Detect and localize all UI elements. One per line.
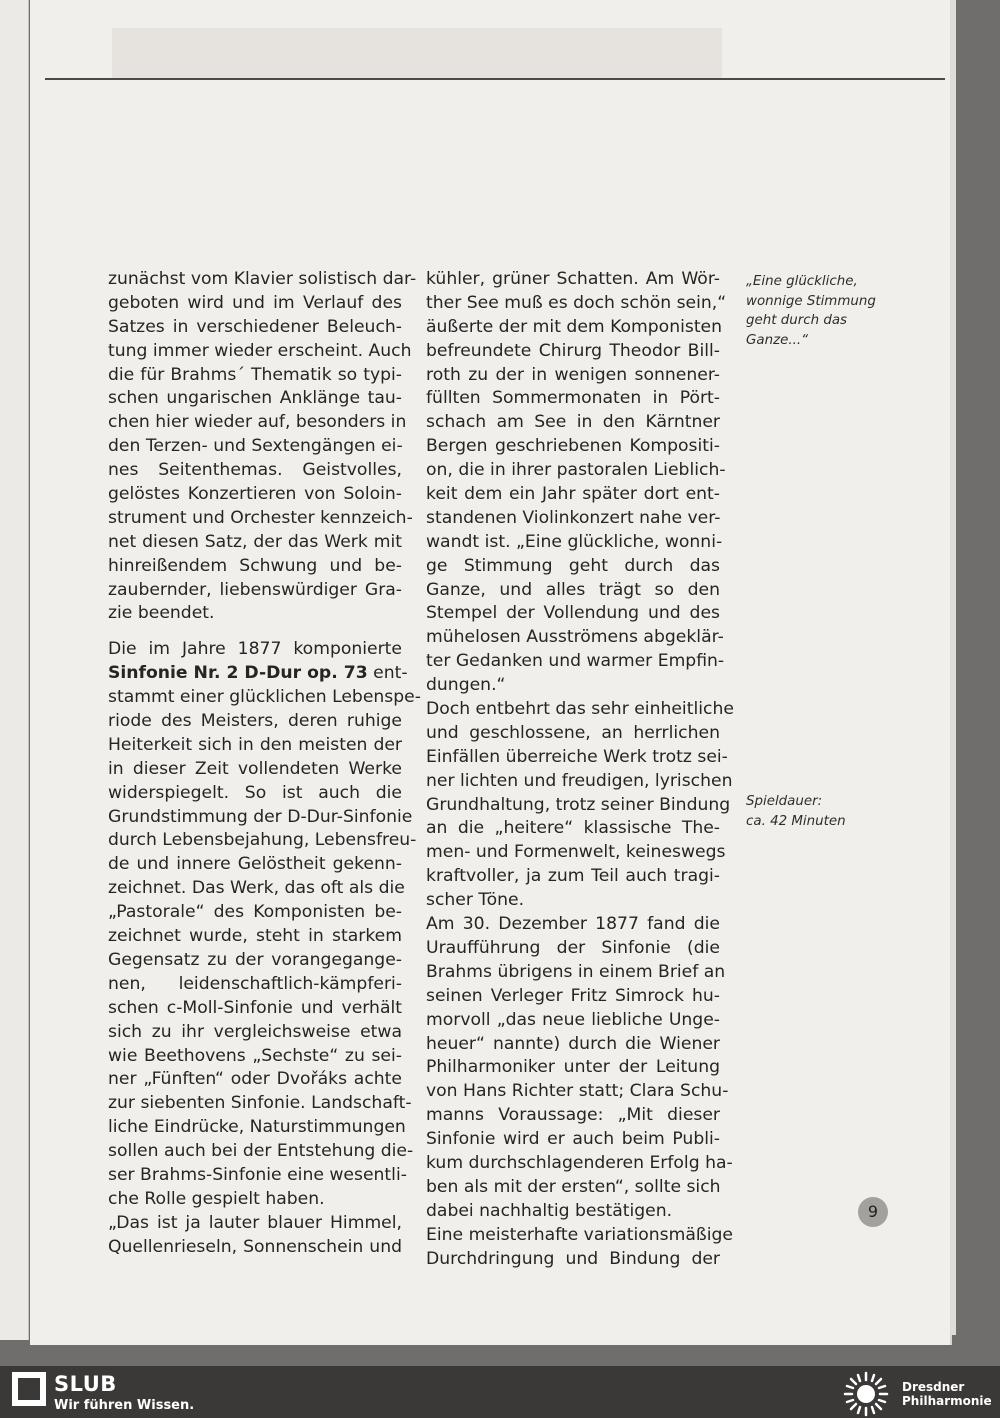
work-title: Sinfonie Nr. 2 D-Dur op. 73 <box>108 663 368 684</box>
text-line-bold-title <box>108 662 408 686</box>
text-line: chen hier wieder auf, besonders in <box>108 412 407 433</box>
text-line: äußerte der mit dem Komponisten <box>426 316 723 337</box>
margin-quote <box>746 272 926 350</box>
text-line: Satzes in verschiedener Beleuch- <box>108 316 402 337</box>
text-line: dungen.“ <box>426 675 506 696</box>
text-line: Gegensatz zu der vorangegange- <box>108 949 402 970</box>
text-line: keit dem ein Jahr später dort ent- <box>426 484 720 505</box>
text-line: zeichnet wurde, steht in starkem <box>108 926 402 947</box>
margin-duration <box>746 792 926 831</box>
text-line: sollen auch bei der Entstehung die- <box>108 1141 414 1162</box>
text-line: Ganze, und alles trägt so den <box>426 579 720 600</box>
text-line: manns Voraussage: „Mit dieser <box>426 1105 720 1126</box>
text-line: riode des Meisters, deren ruhige <box>108 711 402 732</box>
margin-line: Ganze...“ <box>746 332 809 348</box>
text-line: die für Brahms´ Thematik so typi- <box>108 364 402 385</box>
previous-page-edge <box>0 0 29 1340</box>
text-line: kum durchschlagenderen Erfolg ha- <box>426 1152 733 1173</box>
slub-name: SLUB <box>54 1372 117 1396</box>
text-line: von Hans Richter statt; Clara Schu- <box>426 1081 729 1102</box>
text-line: schen ungarischen Anklänge tau- <box>108 388 402 409</box>
text-line: ner „Fünften“ oder Dvořáks achte <box>108 1069 402 1090</box>
text-column-left <box>108 268 421 1260</box>
margin-line: ca. 42 Minuten <box>746 813 846 829</box>
text-line: zaubernder, liebenswürdiger Gra- <box>108 579 402 600</box>
text-line: Doch entbehrt das sehr einheitliche <box>426 699 734 720</box>
text-line: geboten wird und im Verlauf des <box>108 292 402 313</box>
text-line: ther See muß es doch schön sein,“ <box>426 292 727 313</box>
text-line: ter Gedanken und warmer Empfin- <box>426 651 725 672</box>
text-line: wandt ist. „Eine glückliche, wonni- <box>426 531 723 552</box>
text-line: füllten Sommermonaten in Pört- <box>426 388 720 409</box>
text-line: heuer“ nannte) durch die Wiener <box>426 1033 720 1054</box>
text-line: de und innere Gelöstheit gekenn- <box>108 854 402 875</box>
text-line: zie beendet. <box>108 603 215 624</box>
text-line: ser Brahms-Sinfonie eine wesentli- <box>108 1164 407 1185</box>
page-edge <box>950 0 956 1335</box>
text-line: tung immer wieder erscheint. Auch <box>108 340 412 361</box>
text-line: Uraufführung der Sinfonie (die <box>426 937 720 958</box>
text-line: sich zu ihr vergleichsweise etwa <box>108 1021 402 1042</box>
text-line: morvoll „das neue liebliche Unge- <box>426 1009 720 1030</box>
text-line: scher Töne. <box>426 890 525 911</box>
text-column-right <box>426 268 734 1271</box>
text-line: gelöstes Konzertieren von Soloin- <box>108 484 402 505</box>
text-line: strument und Orchester kennzeich- <box>108 507 413 528</box>
text-line: Quellenrieseln, Sonnenschein und <box>108 1236 402 1257</box>
text-line: Durchdringung und Bindung der <box>426 1248 720 1269</box>
text-line: Brahms übrigens in einem Brief an <box>426 961 726 982</box>
text-line: an die „heitere“ klassische The- <box>426 818 720 839</box>
text-line: Philharmoniker unter der Leitung <box>426 1057 720 1078</box>
text-line: schen c-Moll-Sinfonie und verhält <box>108 997 402 1018</box>
text-line: zunächst vom Klavier solistisch dar- <box>108 269 417 289</box>
text-line: widerspiegelt. So ist auch die <box>108 782 402 803</box>
text-line: Die im Jahre 1877 komponierte <box>108 639 402 660</box>
text-line: standenen Violinkonzert nahe ver- <box>426 507 721 528</box>
page-number: 9 <box>858 1197 888 1227</box>
text-line: Stempel der Vollendung und des <box>426 603 720 624</box>
text-line: kühler, grüner Schatten. Am Wör- <box>426 269 720 289</box>
text-line: Sinfonie wird er auch beim Publi- <box>426 1129 720 1150</box>
text-line: hinreißendem Schwung und be- <box>108 555 402 576</box>
text-line: Heiterkeit sich in den meisten der <box>108 734 402 755</box>
slub-logo-icon <box>12 1372 46 1406</box>
margin-line: „Eine glückliche, <box>746 274 858 289</box>
text-line: on, die in ihrer pastoralen Lieblich- <box>426 460 726 481</box>
paragraph-gap <box>108 626 402 638</box>
text-line: roth zu der in wenigen sonnener- <box>426 364 720 385</box>
text-line: in dieser Zeit vollendeten Werke <box>108 758 402 779</box>
text-line: nen, leidenschaftlich-kämpferi- <box>108 973 402 994</box>
margin-line: Spieldauer: <box>746 794 823 809</box>
dp-name-line-2: Philharmonie <box>902 1394 992 1408</box>
text-line: ner lichten und freudigen, lyrischen <box>426 770 733 791</box>
text-line: durch Lebensbejahung, Lebensfreu- <box>108 830 417 851</box>
text-line: „Das ist ja lauter blauer Himmel, <box>108 1212 402 1233</box>
text-line: den Terzen- und Sextengängen ei- <box>108 436 403 457</box>
text-line: ben als mit der ersten“, sollte sich <box>426 1176 721 1197</box>
text-line: „Pastorale“ des Komponisten be- <box>108 902 402 923</box>
text-line: kraftvoller, ja zum Teil auch tragi- <box>426 866 720 887</box>
text-line: mühelosen Ausströmens abgeklär- <box>426 627 724 648</box>
text-line: und geschlossene, an herrlichen <box>426 722 720 743</box>
text-line: befreundete Chirurg Theodor Bill- <box>426 340 720 361</box>
text-line: wie Beethovens „Sechste“ zu sei- <box>108 1045 402 1066</box>
text-line: schach am See in den Kärntner <box>426 412 720 433</box>
dresdner-philharmonie-name <box>902 1380 992 1408</box>
text-line: Einfällen überreiche Werk trotz sei- <box>426 746 728 767</box>
text-line: stammt einer glücklichen Lebenspe- <box>108 687 421 708</box>
text-line: men- und Formenwelt, keineswegs <box>426 842 726 863</box>
text-line: seinen Verleger Fritz Simrock hu- <box>426 985 720 1006</box>
text-line: ge Stimmung geht durch das <box>426 555 720 576</box>
text-line: Eine meisterhafte variationsmäßige <box>426 1224 733 1245</box>
header-rule <box>45 78 945 80</box>
text-line: che Rolle gespielt haben. <box>108 1188 325 1209</box>
text-line: dabei nachhaltig bestätigen. <box>426 1200 673 1221</box>
margin-line: wonnige Stimmung <box>746 293 876 309</box>
show-through-header <box>112 28 722 78</box>
text-line: Grundstimmung der D-Dur-Sinfonie <box>108 806 413 827</box>
dp-name-line-1: Dresdner <box>902 1380 965 1394</box>
text-line: net diesen Satz, der das Werk mit <box>108 531 402 552</box>
text-line: Am 30. Dezember 1877 fand die <box>426 914 720 935</box>
text-line: Bergen geschriebenen Kompositi- <box>426 436 720 457</box>
text-line: liche Eindrücke, Naturstimmungen <box>108 1117 406 1138</box>
text-line: zur siebenten Sinfonie. Landschaft- <box>108 1093 412 1114</box>
dresdner-philharmonie-logo-icon <box>842 1370 890 1418</box>
work-title-suffix: ent- <box>367 663 408 684</box>
text-line: Grundhaltung, trotz seiner Bindung <box>426 794 731 815</box>
margin-line: geht durch das <box>746 313 848 329</box>
text-line: zeichnet. Das Werk, das oft als die <box>108 878 405 899</box>
slub-tagline: Wir führen Wissen. <box>54 1398 195 1413</box>
text-line: nes Seitenthemas. Geistvolles, <box>108 460 402 481</box>
